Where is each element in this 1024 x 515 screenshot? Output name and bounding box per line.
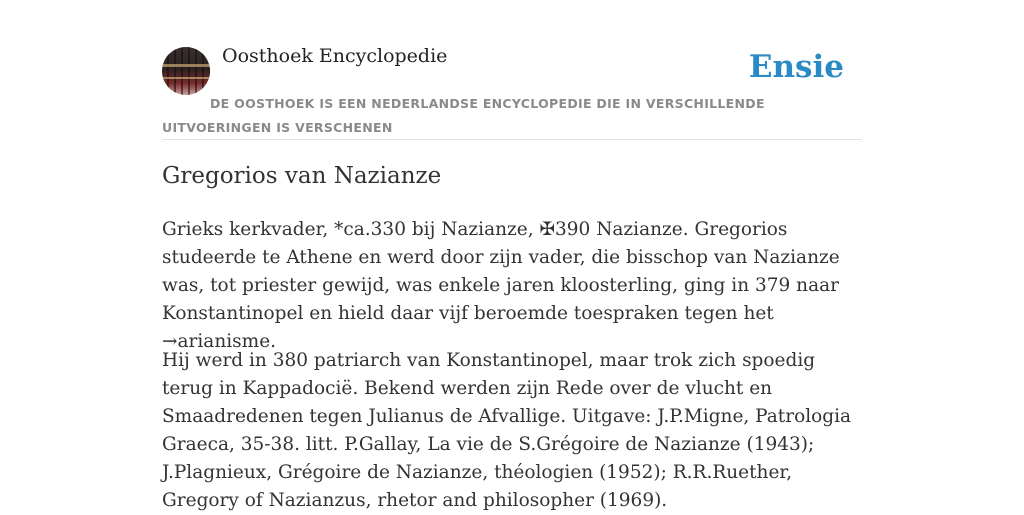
article-paragraph-1: Grieks kerkvader, *ca.330 bij Nazianze, ✠390 Nazianze. Gregorios studeerde te Athene en werd door zijn vader, die bisschop van Nazianze was, tot priester gewijd, was enkele jaren kloosterling, ging in 379 naar Konstantinopel en hield daar vijf beroemde toespraken tegen het →arianisme. bbox=[162, 219, 840, 352]
encyclopedia-books-icon[interactable] bbox=[162, 47, 210, 95]
book-spines bbox=[162, 47, 210, 95]
article-paragraph-2: Hij werd in 380 patriarch van Konstantinopel, maar trok zich spoedig terug in Kappadocië. Bekend werden zijn Rede over de vlucht en Smaadredenen tegen Julianus de Afvallige. Uitgave: J.P.Migne, Patrologia Graeca, 35-38. litt. P.Gallay, La vie de S.Grégoire de Nazianze (1943); J.Plagnieux, Grégoire de Nazianze, théologien (1952); R.R.Ruether, Gregory of Nazianzus, rhetor and philosopher (1969). bbox=[162, 350, 852, 511]
site-title[interactable]: Oosthoek Encyclopedie bbox=[222, 45, 448, 67]
header-divider bbox=[162, 139, 862, 140]
brand-logo[interactable]: Ensie bbox=[748, 49, 844, 85]
book-band bbox=[162, 64, 210, 67]
article-title: Gregorios van Nazianze bbox=[162, 163, 442, 189]
site-tagline: DE OOSTHOEK IS EEN NEDERLANDSE ENCYCLOPEDIE DIE IN VERSCHILLENDE UITVOERINGEN IS VERSCHENEN bbox=[162, 96, 765, 135]
book-band-lower bbox=[162, 77, 210, 79]
